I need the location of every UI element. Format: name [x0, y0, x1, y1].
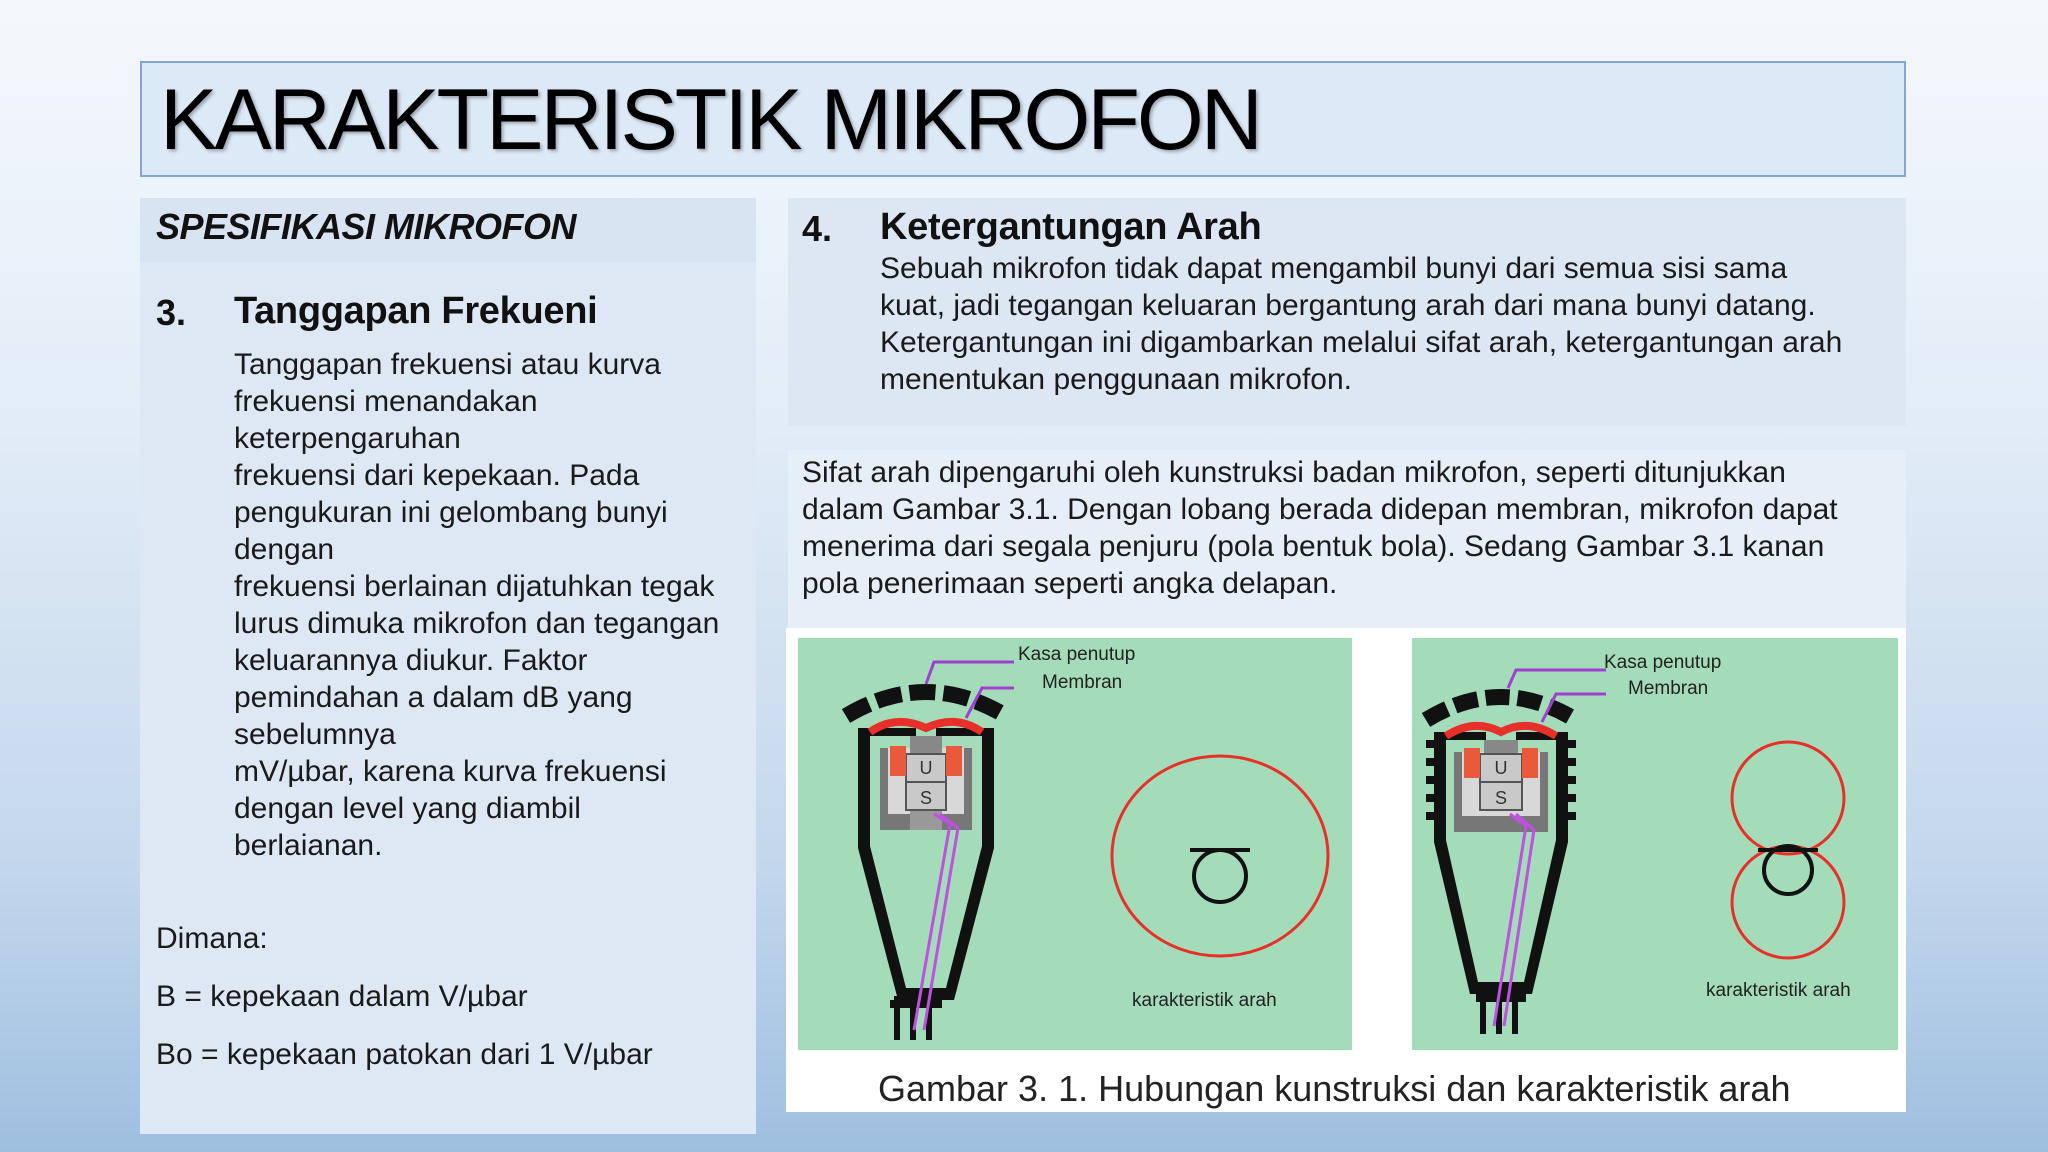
section-4-paragraph — [880, 250, 1900, 398]
paragraph-line: frekuensi menandakan — [234, 385, 538, 418]
paragraph-line: dengan level yang diambil — [234, 792, 581, 825]
section-4-number: 4. — [802, 208, 833, 249]
right-magnet-s: S — [1494, 788, 1508, 808]
definition-intro: Dimana: — [156, 922, 268, 955]
paragraph-line: keterpengaruhan — [234, 422, 461, 455]
paragraph-line: pemindahan a dalam dB yang — [234, 681, 633, 714]
definition-b: B = kepekaan dalam V/µbar — [156, 980, 528, 1013]
right-label-cover: Kasa penutup — [1604, 652, 1722, 673]
left-panel — [140, 198, 756, 1134]
right-mid-panel — [788, 450, 1906, 630]
paragraph-line: pengukuran ini gelombang bunyi — [234, 496, 668, 529]
paragraph-line: lurus dimuka mikrofon dan tegangan — [234, 607, 720, 640]
directional-paragraph — [802, 454, 1902, 602]
paragraph-line: mV/µbar, karena kurva frekuensi — [234, 755, 667, 788]
left-pattern-label: karakteristik arah — [1132, 990, 1277, 1011]
paragraph-line: frekuensi dari kepekaan. Pada — [234, 459, 640, 492]
left-magnet-s: S — [919, 788, 933, 808]
section-3-title: Tanggapan Frekueni — [234, 290, 598, 332]
figure-svg — [786, 628, 1906, 1068]
paragraph-line: pola penerimaan seperti angka delapan. — [802, 567, 1338, 600]
right-magnet-u: U — [1494, 758, 1508, 778]
paragraph-line: keluarannya diukur. Faktor — [234, 644, 588, 677]
paragraph-line: berlaianan. — [234, 829, 383, 862]
paragraph-line: dengan — [234, 533, 335, 566]
section-3-number: 3. — [156, 292, 187, 333]
paragraph-line: kuat, jadi tegangan keluaran bergantung arah dari mana bunyi datang. — [880, 289, 1816, 322]
right-pattern-label: karakteristik arah — [1706, 980, 1851, 1001]
left-label-cover: Kasa penutup — [1018, 644, 1136, 665]
right-top-panel — [788, 198, 1906, 426]
left-heading-bar — [140, 198, 756, 262]
paragraph-line: Tanggapan frekuensi atau kurva — [234, 348, 661, 381]
paragraph-line: dalam Gambar 3.1. Dengan lobang berada didepan membran, mikrofon dapat — [802, 493, 1838, 526]
right-label-membrane: Membran — [1628, 678, 1709, 699]
left-label-membrane: Membran — [1042, 672, 1123, 693]
paragraph-line: menentukan penggunaan mikrofon. — [880, 363, 1353, 396]
figure-microphone-diagram — [786, 628, 1906, 1112]
figure-caption: Gambar 3. 1. Hubungan kunstruksi dan karakteristik arah — [878, 1068, 1791, 1109]
section-3-paragraph — [234, 346, 746, 864]
paragraph-line: sebelumnya — [234, 718, 396, 751]
left-heading: SPESIFIKASI MIKROFON — [156, 206, 577, 247]
left-magnet-u: U — [919, 758, 933, 778]
paragraph-line: Ketergantungan ini digambarkan melalui sifat arah, ketergantungan arah — [880, 326, 1843, 359]
paragraph-line: frekuensi berlainan dijatuhkan tegak — [234, 570, 715, 603]
paragraph-line: Sebuah mikrofon tidak dapat mengambil bunyi dari semua sisi sama — [880, 252, 1788, 285]
slide-title: KARAKTERISTIK MIKROFON — [160, 72, 1260, 168]
paragraph-line: menerima dari segala penjuru (pola bentuk bola). Sedang Gambar 3.1 kanan — [802, 530, 1825, 563]
definition-bo: Bo = kepekaan patokan dari 1 V/µbar — [156, 1038, 653, 1071]
title-box — [140, 61, 1906, 177]
section-4-title: Ketergantungan Arah — [880, 206, 1262, 248]
paragraph-line: Sifat arah dipengaruhi oleh kunstruksi badan mikrofon, seperti ditunjukkan — [802, 456, 1786, 489]
